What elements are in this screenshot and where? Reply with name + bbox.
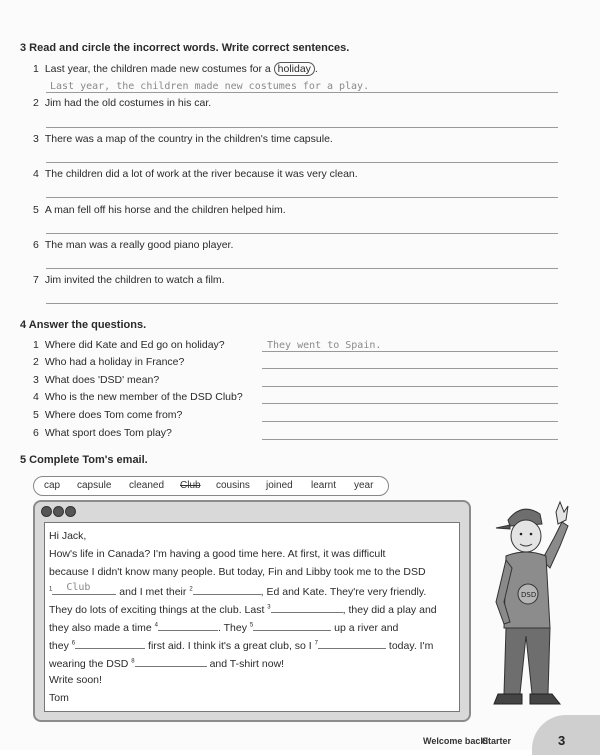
gap-number: 2	[189, 586, 193, 593]
answer-line	[262, 368, 558, 369]
gap-number: 7	[314, 640, 318, 647]
email-closing: Write soon!	[49, 674, 102, 686]
item-number: 4	[33, 168, 39, 180]
answer-line	[46, 303, 558, 304]
gap-2	[193, 584, 261, 595]
email-text: today. I'm	[388, 640, 434, 652]
answer-line	[46, 233, 558, 234]
exercise-3-heading: 3 Read and circle the incorrect words. Write correct sentences.	[20, 42, 350, 54]
item-text-post: .	[314, 63, 318, 75]
ex3-item-1	[33, 63, 318, 76]
word-bank-item: cap	[44, 480, 61, 491]
gap-answer: Club	[66, 582, 91, 593]
item-text: The children did a lot of work at the river because it was very clean.	[44, 168, 358, 180]
question-text: Where does Tom come from?	[44, 409, 183, 421]
item-number: 2	[33, 97, 39, 109]
email-text: they also made a time	[49, 622, 152, 634]
word-bank-item-used: Club	[180, 480, 201, 491]
item-number: 3	[33, 133, 39, 145]
ex3-item-7	[33, 274, 225, 287]
email-line	[49, 602, 437, 616]
word-bank-item: cousins	[216, 480, 250, 491]
word-bank-item: year	[354, 480, 374, 491]
item-text: The man was a really good piano player.	[44, 239, 234, 251]
gap-number: 1	[49, 586, 53, 593]
email-greeting: Hi Jack,	[49, 530, 87, 542]
item-text: There was a map of the country in the children's time capsule.	[44, 133, 333, 145]
email-text: they	[49, 640, 69, 652]
ex3-item-2	[33, 97, 211, 110]
ex4-question-4	[33, 391, 243, 404]
window-button-icon	[53, 506, 64, 517]
ex3-item-4	[33, 168, 358, 181]
item-number: 6	[33, 239, 39, 251]
word-bank	[33, 476, 389, 496]
gap-1	[52, 584, 116, 595]
window-button-icon	[65, 506, 76, 517]
svg-text:DSD: DSD	[521, 591, 537, 599]
window-button-icon	[41, 506, 52, 517]
item-number: 1	[33, 339, 39, 351]
ex4-question-5	[33, 409, 182, 422]
answer-line	[46, 197, 558, 198]
gap-number: 5	[249, 622, 254, 629]
ex3-answer-1: Last year, the children made new costumes for a play.	[50, 81, 370, 92]
email-body	[44, 522, 460, 712]
email-line	[49, 656, 284, 670]
question-text: Who is the new member of the DSD Club?	[44, 391, 243, 403]
email-line: How's life in Canada? I'm having a good time here. At first, it was difficult	[49, 548, 386, 560]
question-text: What does 'DSD' mean?	[44, 374, 160, 386]
email-line	[49, 584, 426, 598]
email-text: , they did a play and	[342, 604, 437, 616]
gap-5	[253, 620, 331, 631]
item-number: 4	[33, 391, 39, 403]
item-text: Jim had the old costumes in his car.	[44, 97, 212, 109]
email-text: first aid. I think it's a great club, so I	[148, 640, 312, 652]
item-number: 6	[33, 427, 39, 439]
footer-level: Starter	[482, 736, 512, 746]
item-text: A man fell off his horse and the children helped him.	[44, 204, 286, 216]
email-text: . They	[217, 622, 247, 634]
question-text: What sport does Tom play?	[44, 427, 172, 439]
exercise-4-heading: 4 Answer the questions.	[20, 319, 147, 331]
gap-number: 3	[267, 604, 271, 611]
email-signature: Tom	[49, 692, 69, 704]
word-bank-item: joined	[266, 480, 293, 491]
ex3-item-6	[33, 239, 233, 252]
email-text: wearing the DSD	[49, 658, 129, 670]
ex4-answer-1: They went to Spain.	[267, 340, 382, 351]
answer-line	[46, 268, 558, 269]
word-bank-item: capsule	[77, 480, 112, 491]
email-text: , Ed and Kate. They're very friendly.	[260, 586, 427, 598]
email-line	[49, 620, 398, 634]
ex4-question-6	[33, 427, 172, 440]
item-number: 2	[33, 356, 39, 368]
item-text: Jim invited the children to watch a film.	[44, 274, 225, 286]
question-text: Who had a holiday in France?	[44, 356, 185, 368]
answer-line	[46, 92, 558, 93]
question-text: Where did Kate and Ed go on holiday?	[44, 339, 225, 351]
email-line: because I didn't know many people. But today, Fin and Libby took me to the DSD	[49, 566, 426, 578]
exercise-5-heading: 5 Complete Tom's email.	[20, 454, 148, 466]
ex4-question-3	[33, 374, 159, 387]
answer-line	[262, 439, 558, 440]
gap-4	[158, 620, 218, 631]
item-number: 5	[33, 409, 39, 421]
word-bank-item: cleaned	[129, 480, 165, 491]
gap-number: 4	[154, 622, 158, 629]
word-bank-item: learnt	[311, 480, 337, 491]
email-line	[49, 638, 433, 652]
gap-6	[75, 638, 145, 649]
gap-number: 6	[71, 640, 76, 647]
email-window	[33, 500, 471, 722]
gap-7	[318, 638, 386, 649]
item-number: 5	[33, 204, 39, 216]
gap-3	[271, 602, 343, 613]
window-title-bar	[35, 502, 469, 520]
footer-section-title: Welcome back!	[423, 736, 489, 746]
circled-word: holiday	[274, 62, 315, 76]
email-text: and I met their	[119, 586, 187, 598]
answer-line	[46, 127, 558, 128]
ex3-item-5	[33, 204, 286, 217]
email-text: up a river and	[334, 622, 399, 634]
email-text: and T-shirt now!	[209, 658, 285, 670]
item-number: 3	[33, 374, 39, 386]
answer-line	[262, 386, 558, 387]
page-number: 3	[558, 733, 566, 748]
item-number: 1	[33, 63, 39, 75]
email-text: They do lots of exciting things at the club. Last	[49, 604, 265, 616]
ex3-item-3	[33, 133, 333, 146]
ex4-question-1	[33, 339, 225, 352]
tom-character-illustration	[470, 498, 580, 718]
answer-line	[262, 421, 558, 422]
page-number-tab	[532, 715, 600, 755]
answer-line	[262, 351, 558, 352]
gap-8	[135, 656, 207, 667]
answer-line	[46, 162, 558, 163]
item-number: 7	[33, 274, 39, 286]
gap-number: 8	[131, 658, 135, 665]
answer-line	[262, 403, 558, 404]
item-text-pre: Last year, the children made new costumes for a	[44, 63, 274, 75]
ex4-question-2	[33, 356, 184, 369]
